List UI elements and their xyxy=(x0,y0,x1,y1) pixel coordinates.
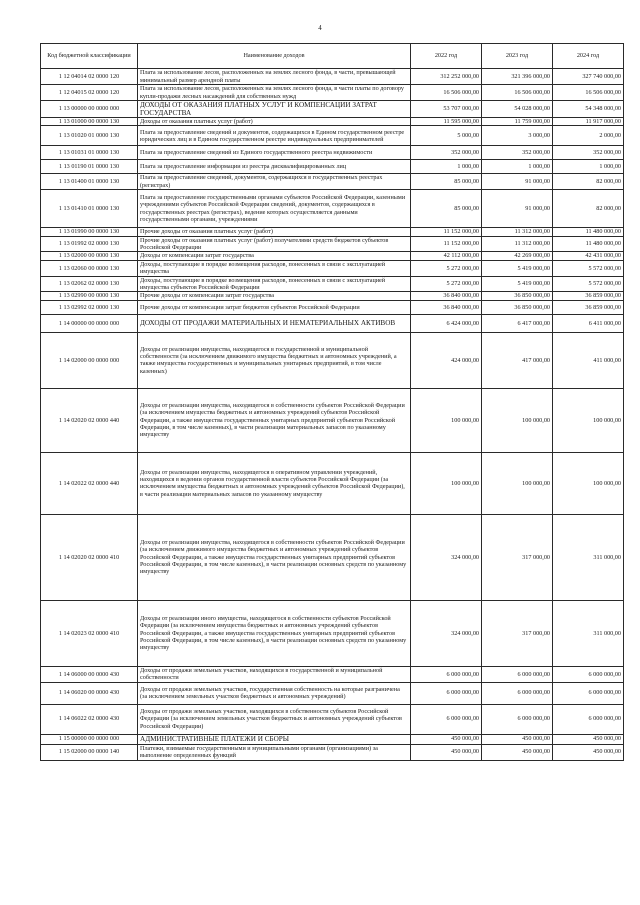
row-value-2024: 2 000,00 xyxy=(553,126,624,146)
row-code: 1 13 02992 02 0000 130 xyxy=(41,300,138,314)
row-value-2023: 91 000,00 xyxy=(482,174,553,190)
row-name: Доходы от реализации имущества, находящегося в государственной и муниципальной собственности (за исключением движимого имущества бюджетных и автономных учреждений, а также имущества государственных и муниципальных унитарных предприятий, в том числе казенных) xyxy=(138,332,411,388)
row-code: 1 13 02000 00 0000 130 xyxy=(41,252,138,260)
table-row xyxy=(41,260,624,276)
row-value-2024: 352 000,00 xyxy=(553,146,624,160)
row-name: Доходы, поступающие в порядке возмещения расходов, понесенных в связи с эксплуатацией имущества субъектов Российской Федерации xyxy=(138,276,411,292)
row-value-2024: 42 431 000,00 xyxy=(553,252,624,260)
row-name: ДОХОДЫ ОТ ПРОДАЖИ МАТЕРИАЛЬНЫХ И НЕМАТЕРИАЛЬНЫХ АКТИВОВ xyxy=(138,314,411,332)
table-row xyxy=(41,160,624,174)
table-row xyxy=(41,292,624,300)
row-value-2024: 16 506 000,00 xyxy=(553,85,624,101)
row-name: Плата за использование лесов, расположенных на землях лесного фонда, в части платы по договору купли-продажи лесных насаждений для собственных нужд xyxy=(138,85,411,101)
row-value-2022: 53 707 000,00 xyxy=(411,101,482,118)
row-name: ДОХОДЫ ОТ ОКАЗАНИЯ ПЛАТНЫХ УСЛУГ И КОМПЕНСАЦИИ ЗАТРАТ ГОСУДАРСТВА xyxy=(138,101,411,118)
row-value-2022: 5 272 000,00 xyxy=(411,260,482,276)
row-value-2024: 1 000,00 xyxy=(553,160,624,174)
row-name: Прочие доходы от оказания платных услуг (работ) xyxy=(138,228,411,236)
row-value-2023: 321 396 000,00 xyxy=(482,69,553,85)
table-row xyxy=(41,300,624,314)
row-code: 1 13 01990 00 0000 130 xyxy=(41,228,138,236)
row-value-2022: 424 000,00 xyxy=(411,332,482,388)
row-value-2023: 100 000,00 xyxy=(482,452,553,514)
row-code: 1 13 00000 00 0000 000 xyxy=(41,101,138,118)
table-row xyxy=(41,734,624,744)
row-name: Платежи, взимаемые государственными и муниципальными органами (организациями) за выполнение определенных функций xyxy=(138,744,411,760)
row-value-2022: 11 152 000,00 xyxy=(411,228,482,236)
header-2022: 2022 год xyxy=(411,44,482,69)
row-value-2023: 100 000,00 xyxy=(482,388,553,452)
table-row xyxy=(41,514,624,600)
row-value-2022: 36 840 000,00 xyxy=(411,300,482,314)
row-value-2024: 82 000,00 xyxy=(553,190,624,228)
row-value-2022: 450 000,00 xyxy=(411,734,482,744)
row-value-2022: 16 506 000,00 xyxy=(411,85,482,101)
row-value-2024: 6 000 000,00 xyxy=(553,666,624,682)
row-code: 1 14 02023 02 0000 410 xyxy=(41,600,138,666)
row-value-2023: 42 269 000,00 xyxy=(482,252,553,260)
row-value-2024: 6 000 000,00 xyxy=(553,704,624,734)
header-name: Наименование доходов xyxy=(138,44,411,69)
row-value-2023: 317 000,00 xyxy=(482,600,553,666)
row-value-2022: 324 000,00 xyxy=(411,600,482,666)
row-code: 1 14 00000 00 0000 000 xyxy=(41,314,138,332)
row-name: Доходы от продажи земельных участков, находящихся в собственности субъектов Российской Федерации (за исключением земельных участков бюджетных и автономных учреждений субъектов Российской Федерации) xyxy=(138,704,411,734)
row-value-2022: 100 000,00 xyxy=(411,388,482,452)
row-value-2024: 411 000,00 xyxy=(553,332,624,388)
row-value-2023: 11 312 000,00 xyxy=(482,228,553,236)
row-value-2022: 11 595 000,00 xyxy=(411,118,482,126)
row-name: Прочие доходы от оказания платных услуг (работ) получателями средств бюджетов субъектов Российской Федерации xyxy=(138,236,411,252)
row-value-2023: 36 850 000,00 xyxy=(482,292,553,300)
row-value-2024: 311 000,00 xyxy=(553,514,624,600)
row-value-2022: 100 000,00 xyxy=(411,452,482,514)
row-name: Доходы от реализации имущества, находящегося в собственности субъектов Российской Федерации (за исключением имущества бюджетных и автономных учреждений субъектов Российской Федерации, а также имущества государственных унитарных предприятий субъектов Российской Федерации, в том числе казенных), в части реализации материальных запасов по указанному имуществу xyxy=(138,388,411,452)
row-value-2023: 450 000,00 xyxy=(482,734,553,744)
table-row xyxy=(41,666,624,682)
row-value-2024: 100 000,00 xyxy=(553,452,624,514)
row-value-2023: 5 419 000,00 xyxy=(482,276,553,292)
row-value-2024: 6 000 000,00 xyxy=(553,682,624,704)
row-code: 1 14 02020 02 0000 440 xyxy=(41,388,138,452)
row-value-2024: 327 740 000,00 xyxy=(553,69,624,85)
row-value-2022: 324 000,00 xyxy=(411,514,482,600)
table-row xyxy=(41,85,624,101)
table-row xyxy=(41,236,624,252)
row-code: 1 13 01190 01 0000 130 xyxy=(41,160,138,174)
row-value-2022: 6 000 000,00 xyxy=(411,704,482,734)
row-value-2023: 6 000 000,00 xyxy=(482,704,553,734)
row-value-2022: 312 252 000,00 xyxy=(411,69,482,85)
row-value-2024: 311 000,00 xyxy=(553,600,624,666)
row-value-2022: 11 152 000,00 xyxy=(411,236,482,252)
row-value-2022: 36 840 000,00 xyxy=(411,292,482,300)
row-name: Плата за предоставление государственными органами субъектов Российской Федерации, казенными учреждениями субъектов Российской Федерации сведений, документов, содержащихся в государственных реестрах (регистрах), ведение которых осуществляется данными государственными органами, учреждениями xyxy=(138,190,411,228)
table-row xyxy=(41,126,624,146)
row-code: 1 14 02022 02 0000 440 xyxy=(41,452,138,514)
row-value-2024: 100 000,00 xyxy=(553,388,624,452)
row-value-2022: 85 000,00 xyxy=(411,190,482,228)
row-value-2023: 11 759 000,00 xyxy=(482,118,553,126)
row-name: Плата за использование лесов, расположенных на землях лесного фонда, в части, превышающей минимальный размер арендной платы xyxy=(138,69,411,85)
row-value-2022: 42 112 000,00 xyxy=(411,252,482,260)
row-value-2024: 11 917 000,00 xyxy=(553,118,624,126)
row-code: 1 13 02990 00 0000 130 xyxy=(41,292,138,300)
table-row xyxy=(41,101,624,118)
row-value-2022: 6 000 000,00 xyxy=(411,666,482,682)
table-row xyxy=(41,388,624,452)
row-value-2023: 36 850 000,00 xyxy=(482,300,553,314)
row-name: Доходы, поступающие в порядке возмещения расходов, понесенных в связи с эксплуатацией имущества xyxy=(138,260,411,276)
row-value-2023: 11 312 000,00 xyxy=(482,236,553,252)
row-name: Плата за предоставление информации из реестра дисквалифицированных лиц xyxy=(138,160,411,174)
row-name: АДМИНИСТРАТИВНЫЕ ПЛАТЕЖИ И СБОРЫ xyxy=(138,734,411,744)
row-name: Плата за предоставление сведений и документов, содержащихся в Едином государственном реестре юридических лиц и в Едином государственном реестре индивидуальных предпринимателей xyxy=(138,126,411,146)
row-name: Доходы от реализации иного имущества, находящегося в собственности субъектов Российской Федерации (за исключением имущества бюджетных и автономных учреждений субъектов Российской Федерации, а также имущества государственных унитарных предприятий субъектов Российской Федерации, в том числе казенных), в части реализации основных средств по указанному имуществу xyxy=(138,600,411,666)
row-value-2024: 36 859 000,00 xyxy=(553,300,624,314)
row-code: 1 14 06022 02 0000 430 xyxy=(41,704,138,734)
row-code: 1 14 02000 00 0000 000 xyxy=(41,332,138,388)
row-code: 1 15 02000 00 0000 140 xyxy=(41,744,138,760)
row-value-2023: 3 000,00 xyxy=(482,126,553,146)
row-value-2022: 5 000,00 xyxy=(411,126,482,146)
row-value-2022: 6 424 000,00 xyxy=(411,314,482,332)
table-row xyxy=(41,704,624,734)
row-name: Доходы от продажи земельных участков, находящихся в государственной и муниципальной собственности xyxy=(138,666,411,682)
page-number: 4 xyxy=(318,24,322,32)
table-row xyxy=(41,276,624,292)
row-code: 1 14 06000 00 0000 430 xyxy=(41,666,138,682)
row-value-2023: 91 000,00 xyxy=(482,190,553,228)
row-name: Доходы от компенсации затрат государства xyxy=(138,252,411,260)
row-code: 1 13 01031 01 0000 130 xyxy=(41,146,138,160)
row-value-2023: 6 000 000,00 xyxy=(482,666,553,682)
row-code: 1 13 01400 01 0000 130 xyxy=(41,174,138,190)
row-name: Доходы от реализации имущества, находящегося в оперативном управлении учреждений, находящихся в ведении органов государственной власти субъектов Российской Федерации (за исключением имущества бюджетных и автономных учреждений субъектов Российской Федерации), в части реализации материальных запасов по указанному имуществу xyxy=(138,452,411,514)
row-value-2023: 417 000,00 xyxy=(482,332,553,388)
row-value-2024: 11 480 000,00 xyxy=(553,228,624,236)
row-value-2023: 6 417 000,00 xyxy=(482,314,553,332)
row-value-2023: 6 000 000,00 xyxy=(482,682,553,704)
row-code: 1 15 00000 00 0000 000 xyxy=(41,734,138,744)
row-code: 1 12 04014 02 0000 120 xyxy=(41,69,138,85)
table-row xyxy=(41,190,624,228)
row-code: 1 13 02060 00 0000 130 xyxy=(41,260,138,276)
row-name: Доходы от реализации имущества, находящегося в собственности субъектов Российской Федерации (за исключением движимого имущества бюджетных и автономных учреждений субъектов Российской Федерации, а также имущества государственных унитарных предприятий субъектов Российской Федерации, в том числе казенных), в части реализации основных средств по указанному имуществу xyxy=(138,514,411,600)
row-value-2024: 82 000,00 xyxy=(553,174,624,190)
row-value-2024: 36 859 000,00 xyxy=(553,292,624,300)
row-name: Доходы от оказания платных услуг (работ) xyxy=(138,118,411,126)
table-row xyxy=(41,744,624,760)
row-value-2023: 352 000,00 xyxy=(482,146,553,160)
header-2023: 2023 год xyxy=(482,44,553,69)
table-row xyxy=(41,228,624,236)
table-row xyxy=(41,118,624,126)
row-code: 1 14 02020 02 0000 410 xyxy=(41,514,138,600)
row-name: Прочие доходы от компенсации затрат государства xyxy=(138,292,411,300)
row-name: Плата за предоставление сведений из Единого государственного реестра недвижимости xyxy=(138,146,411,160)
row-value-2024: 6 411 000,00 xyxy=(553,314,624,332)
row-value-2022: 6 000 000,00 xyxy=(411,682,482,704)
row-code: 1 13 01410 01 0000 130 xyxy=(41,190,138,228)
row-value-2023: 1 000,00 xyxy=(482,160,553,174)
row-name: Прочие доходы от компенсации затрат бюджетов субъектов Российской Федерации xyxy=(138,300,411,314)
table-row xyxy=(41,682,624,704)
table-row xyxy=(41,252,624,260)
row-code: 1 13 02062 02 0000 130 xyxy=(41,276,138,292)
row-value-2024: 5 572 000,00 xyxy=(553,276,624,292)
row-value-2023: 450 000,00 xyxy=(482,744,553,760)
table-body xyxy=(41,69,624,761)
row-code: 1 12 04015 02 0000 120 xyxy=(41,85,138,101)
row-code: 1 13 01000 00 0000 130 xyxy=(41,118,138,126)
row-value-2023: 5 419 000,00 xyxy=(482,260,553,276)
table-header-row xyxy=(41,44,624,69)
table-row xyxy=(41,174,624,190)
row-value-2022: 352 000,00 xyxy=(411,146,482,160)
row-value-2022: 85 000,00 xyxy=(411,174,482,190)
row-name: Доходы от продажи земельных участков, государственная собственность на которые разграничена (за исключением земельных участков бюджетных и автономных учреждений) xyxy=(138,682,411,704)
row-value-2022: 5 272 000,00 xyxy=(411,276,482,292)
table-row xyxy=(41,600,624,666)
row-value-2024: 450 000,00 xyxy=(553,744,624,760)
header-code: Код бюджетной классификации xyxy=(41,44,138,69)
table-row xyxy=(41,146,624,160)
table-row xyxy=(41,314,624,332)
table-row xyxy=(41,69,624,85)
header-2024: 2024 год xyxy=(553,44,624,69)
row-value-2022: 1 000,00 xyxy=(411,160,482,174)
row-value-2023: 317 000,00 xyxy=(482,514,553,600)
row-code: 1 14 06020 00 0000 430 xyxy=(41,682,138,704)
row-value-2024: 450 000,00 xyxy=(553,734,624,744)
row-name: Плата за предоставление сведений, документов, содержащихся в государственных реестрах (регистрах) xyxy=(138,174,411,190)
row-value-2024: 54 348 000,00 xyxy=(553,101,624,118)
row-code: 1 13 01992 02 0000 130 xyxy=(41,236,138,252)
row-value-2023: 16 506 000,00 xyxy=(482,85,553,101)
table-row xyxy=(41,332,624,388)
row-value-2024: 11 480 000,00 xyxy=(553,236,624,252)
row-value-2024: 5 572 000,00 xyxy=(553,260,624,276)
revenue-table xyxy=(40,43,624,761)
row-value-2022: 450 000,00 xyxy=(411,744,482,760)
row-code: 1 13 01020 01 0000 130 xyxy=(41,126,138,146)
row-value-2023: 54 028 000,00 xyxy=(482,101,553,118)
table-row xyxy=(41,452,624,514)
